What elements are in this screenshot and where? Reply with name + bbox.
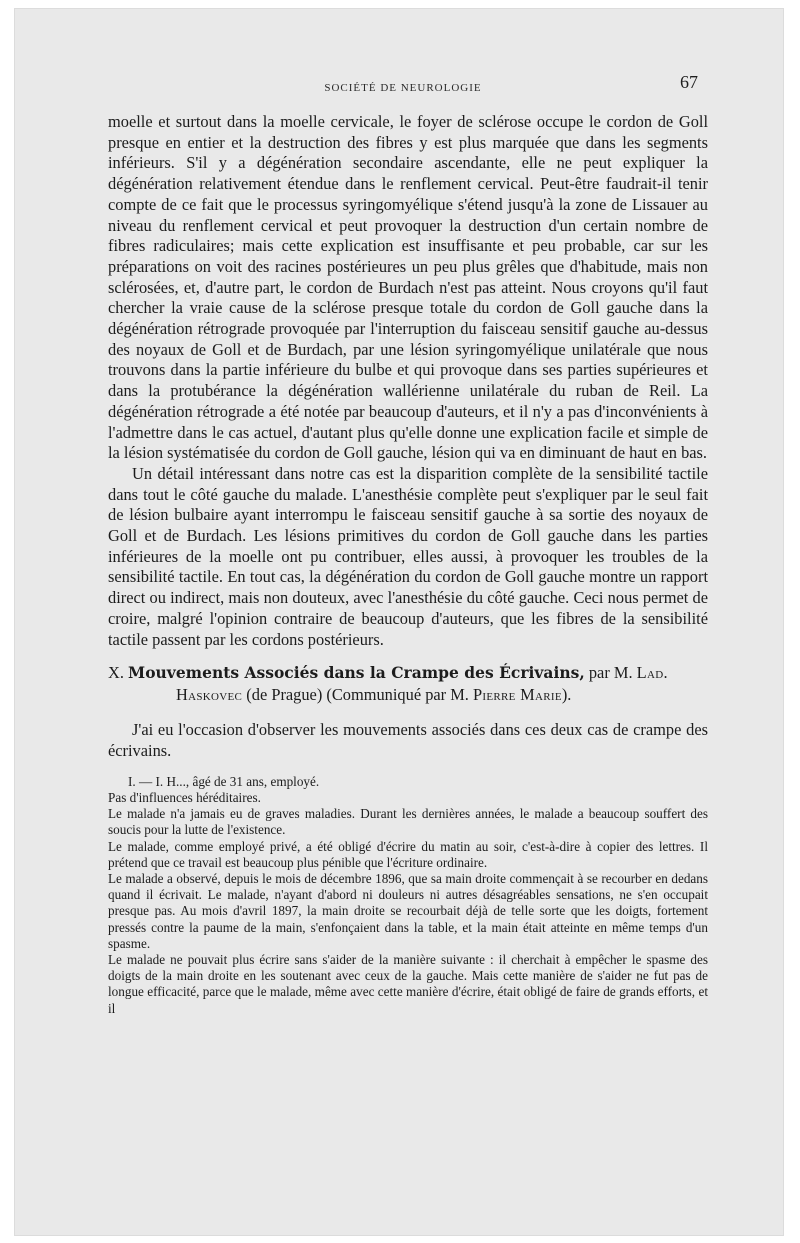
section-heading-line2 (108, 684, 708, 706)
section-by: par M. (588, 663, 633, 683)
case-note: Le malade, comme employé privé, a été obligé d'écrire du matin au soir, c'est-à-dire à copier des lettres. Il prétend que ce travail est beaucoup plus pénible que l'écriture ordinaire. (108, 838, 708, 870)
case-note: Le malade ne pouvait plus écrire sans s'aider de la manière suivante : il cherchait à empêcher le spasme des doigts de la main droite en les soutenant avec ceux de la gauche. Mais cette manière de s'aider ne fut pas de longue efficacité, parce que le malade, même avec cette manière d'écrire, était obligé de faire de grands efforts, et il (108, 951, 708, 1016)
section-author-last: Haskovec (176, 685, 243, 705)
section-communicated-name: Pierre Marie (473, 685, 562, 705)
running-head: SOCIÉTÉ DE NEUROLOGIE (324, 82, 482, 94)
case-note: I. — I. H..., âgé de 31 ans, employé. (128, 773, 320, 789)
page-body (108, 112, 708, 1017)
case-note: Le malade n'a jamais eu de graves maladies. Durant les dernières années, le malade a beaucoup souffert des soucis pour la lutte de l'existence. (108, 806, 708, 838)
page-number: 67 (680, 72, 698, 92)
section-number: X. (108, 663, 124, 683)
paragraph-continuation: moelle et surtout dans la moelle cervicale, le foyer de sclérose occupe le cordon de Goll presque en entier et la destruction des fibres y est plus marquée que dans les segments inférieurs. S'il y a dégénération secondaire ascendante, elle ne peut expliquer la dégénération relativement étendue dans le renflement cervical. Peut-être faudrait-il tenir compte de ce fait que le processus syringomyélique s'étend jusqu'à la zone de Lissauer au niveau du renflement cervical et peut provoquer la destruction d'un certain nombre de fibres radiculaires; mais cette explication est insuffisante et peu probable, car sur les préparations on voit des racines postérieures un peu plus grêles que d'habitude, mais non sclérosées, et, d'autre part, le cordon de Burdach n'est pas atteint. Nous croyons qu'il faut chercher la vraie cause de la sclérose presque totale du cordon de Goll gauche dans la dégénération rétrograde provoquée par l'interruption du faisceau sensitif gauche au-dessus des noyaux de Goll et de Burdach, par une lésion syringomyélique unilatérale que nous trouvons dans la partie inférieure du bulbe et qui provoque dans ses parties supérieures et dans la protubérance la dégénération wallérienne unilatérale du ruban de Reil. La dégénération rétrograde a été notée par beaucoup d'auteurs, et il n'y a pas d'inconvénients à l'admettre dans le cas actuel, d'autant plus qu'elle donne une explication facile et simple de la lésion systématisée du cordon de Goll gauche, lésion qui va en diminuant de haut en bas. (108, 112, 708, 463)
case-note: Pas d'influences héréditaires. (108, 789, 261, 805)
section-author-first: Lad. (636, 663, 668, 683)
section-communicated-prefix: (Communiqué par M. (326, 685, 469, 705)
section-title: Mouvements Associés dans la Crampe des Écrivains, (128, 663, 585, 683)
page-header (108, 72, 698, 98)
section-heading (108, 662, 708, 706)
case-note: Le malade a observé, depuis le mois de décembre 1896, que sa main droite commençait à se recourber en dedans quand il écrivait. Le malade, n'ayant d'abord ni douleurs ni autres désagréables sensations, ne s'en occupait presque pas. Au mois d'avril 1897, la main droite se recourbait déjà de telle sorte que les doigts, fortement pressés contre la paume de la main, s'enfonçaient dans la table, et la main était atteinte en même temps d'un spasme. (108, 870, 708, 951)
paragraph-sensibility: Un détail intéressant dans notre cas est la disparition complète de la sensibilité tactile dans tout le côté gauche du malade. L'anesthésie complète peut s'expliquer par le seul fait de lésion bulbaire ayant interrompu le faisceau sensitif gauche à sa sortie des noyaux de Goll et de Burdach. Les lésions primitives du cordon de Goll gauche dans les parties inférieures de la moelle ont pu contribuer, elles aussi, à provoquer les troubles de la sensibilité tactile. En tout cas, la dégénération du cordon de Goll gauche montre un rapport direct ou indirect, mais non douteux, avec l'anesthésie du côté gauche. Ceci nous permet de croire, malgré l'opinion contraire de beaucoup d'auteurs, que les fibres de la sensibilité tactile passent par les cordons postérieurs. (108, 463, 708, 649)
section-intro: J'ai eu l'occasion d'observer les mouvements associés dans ces deux cas de crampe des écrivains. (108, 720, 708, 760)
section-communicated-suffix: ). (561, 685, 572, 705)
section-origin: (de Prague) (246, 685, 323, 705)
